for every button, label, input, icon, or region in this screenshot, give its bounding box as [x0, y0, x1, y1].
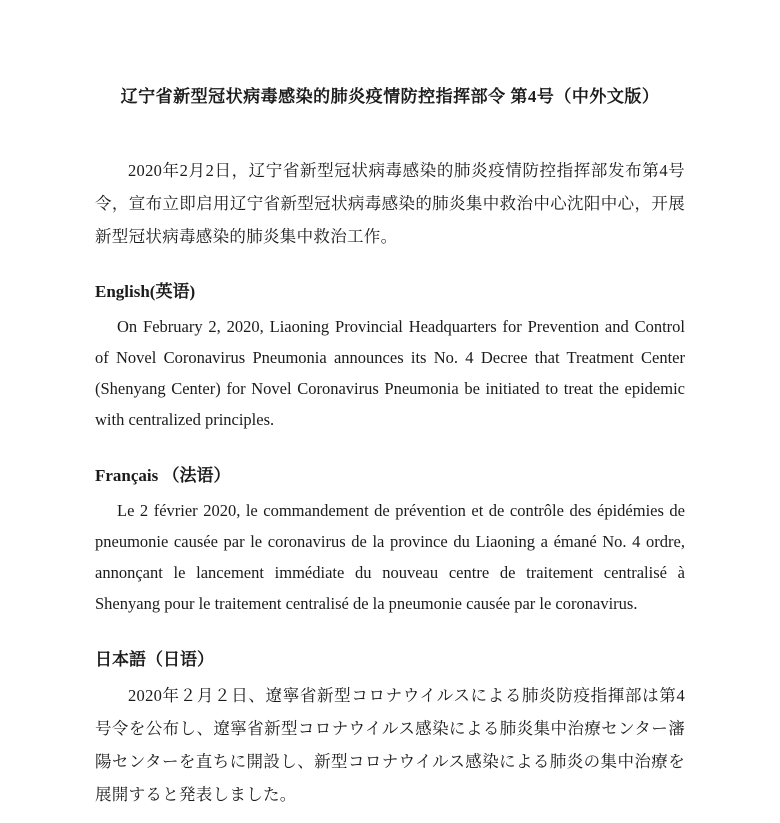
document-title: 辽宁省新型冠状病毒感染的肺炎疫情防控指挥部令 第4号（中外文版）	[120, 87, 660, 106]
heading-english: English(英语)	[95, 282, 196, 301]
heading-french: Français （法语）	[95, 466, 231, 485]
paragraph-english: On February 2, 2020, Liaoning Provincial Headquarters for Prevention and Control of Novel Coronavirus Pneumonia announces its No. 4 Decree that Treatment Center (Shenyang Center) for Novel Coronavirus Pneumonia be initiated to treat the epidemic with centralized principles.	[95, 317, 685, 429]
paragraph-chinese: 2020年2月2日，辽宁省新型冠状病毒感染的肺炎疫情防控指挥部发布第4号令，宣布立即启用辽宁省新型冠状病毒感染的肺炎集中救治中心沈阳中心，开展新型冠状病毒感染的肺炎集中救治工作。	[95, 161, 685, 246]
paragraph-french: Le 2 février 2020, le commandement de prévention et de contrôle des épidémies de pneumonie causée par le coronavirus de la province du Liaoning a émané No. 4 ordre, annonçant le lancement immédiate du nouveau centre de traitement centralisé à Shenyang pour le traitement centralisé de la pneumonie causée par le coronavirus.	[95, 501, 685, 613]
paragraph-japanese: 2020年２月２日、遼寧省新型コロナウイルスによる肺炎防疫指揮部は第4号令を公布し、遼寧省新型コロナウイルス感染による肺炎集中治療センター瀋陽センターを直ちに開設し、新型コロナウイルス感染による肺炎の集中治療を展開すると発表しました。	[95, 686, 685, 804]
heading-japanese: 日本語（日语）	[95, 650, 214, 669]
